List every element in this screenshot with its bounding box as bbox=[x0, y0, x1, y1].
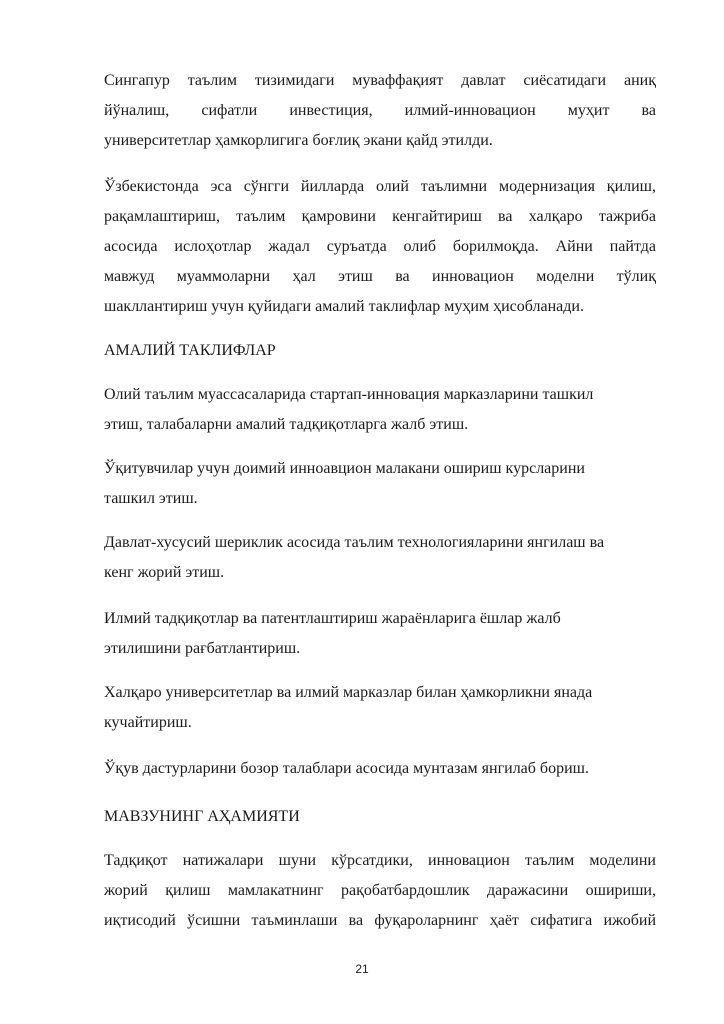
section-heading-proposals: АМАЛИЙ ТАКЛИФЛАР bbox=[104, 342, 276, 359]
text-line: мавжуд муаммоларни ҳал этиш ва инновацион моделни тўлиқ bbox=[104, 268, 656, 285]
paragraph-singapore bbox=[104, 66, 656, 156]
text-line: Сингапур таълим тизимидаги муваффақият давлат сиёсатидаги аниқ bbox=[104, 72, 656, 89]
text-line: Олий таълим муассасаларида стартап-инновация марказларини ташкил bbox=[104, 386, 594, 403]
text-line: кенг жорий этиш. bbox=[104, 564, 225, 581]
page-number: 21 bbox=[355, 962, 369, 976]
proposal-item bbox=[104, 604, 656, 664]
text-line: йўналиш, сифатли инвестиция, илмий-инновацион муҳит ва bbox=[104, 102, 656, 119]
text-line: Ўзбекистонда эса сўнгги йилларда олий таълимни модернизация қилиш, bbox=[104, 178, 656, 195]
text-line: иқтисодий ўсишни таъминлаши ва фуқароларнинг ҳаёт сифатига ижобий bbox=[104, 912, 656, 929]
text-line: рақамлаштириш, таълим қамровини кенгайтириш ва халқаро тажриба bbox=[104, 208, 656, 225]
text-line: Тадқиқот натижалари шуни кўрсатдики, инновацион таълим моделини bbox=[104, 852, 656, 869]
text-line: университетлар ҳамкорлигига боғлиқ экани қайд этилди. bbox=[104, 132, 493, 149]
proposal-item bbox=[104, 528, 656, 588]
paragraph-uzbekistan bbox=[104, 172, 656, 322]
text-line: шакллантириш учун қуйидаги амалий таклифлар муҳим ҳисобланади. bbox=[104, 298, 584, 315]
text-line: Илмий тадқиқотлар ва патентлаштириш жараёнларига ёшлар жалб bbox=[104, 610, 561, 627]
proposal-item bbox=[104, 380, 656, 440]
paragraph-results bbox=[104, 846, 656, 936]
text-line: кучайтириш. bbox=[104, 714, 192, 731]
text-line: Давлат-хусусий шериклик асосида таълим технологияларини янгилаш ва bbox=[104, 534, 605, 551]
text-line: этилишини рағбатлантириш. bbox=[104, 640, 301, 657]
text-line: жорий қилиш мамлакатнинг рақобатбардошлик даражасини ошириши, bbox=[104, 882, 656, 899]
text-line: Ўқув дастурларини бозор талаблари асосида мунтазам янгилаб бориш. bbox=[104, 760, 589, 777]
section-heading-importance: МАВЗУНИНГ АҲАМИЯТИ bbox=[104, 808, 300, 825]
text-line: Ўқитувчилар учун доимий инноавцион малакани ошириш курсларини bbox=[104, 460, 585, 477]
text-line: этиш, талабаларни амалий тадқиқотларга жалб этиш. bbox=[104, 416, 469, 433]
text-line: асосида ислоҳотлар жадал суръатда олиб борилмоқда. Айни пайтда bbox=[104, 238, 656, 255]
proposal-item bbox=[104, 454, 656, 514]
proposal-item bbox=[104, 678, 656, 738]
proposal-item bbox=[104, 754, 656, 784]
text-line: ташкил этиш. bbox=[104, 490, 198, 507]
text-line: Халқаро университетлар ва илмий марказлар билан ҳамкорликни янада bbox=[104, 684, 593, 701]
